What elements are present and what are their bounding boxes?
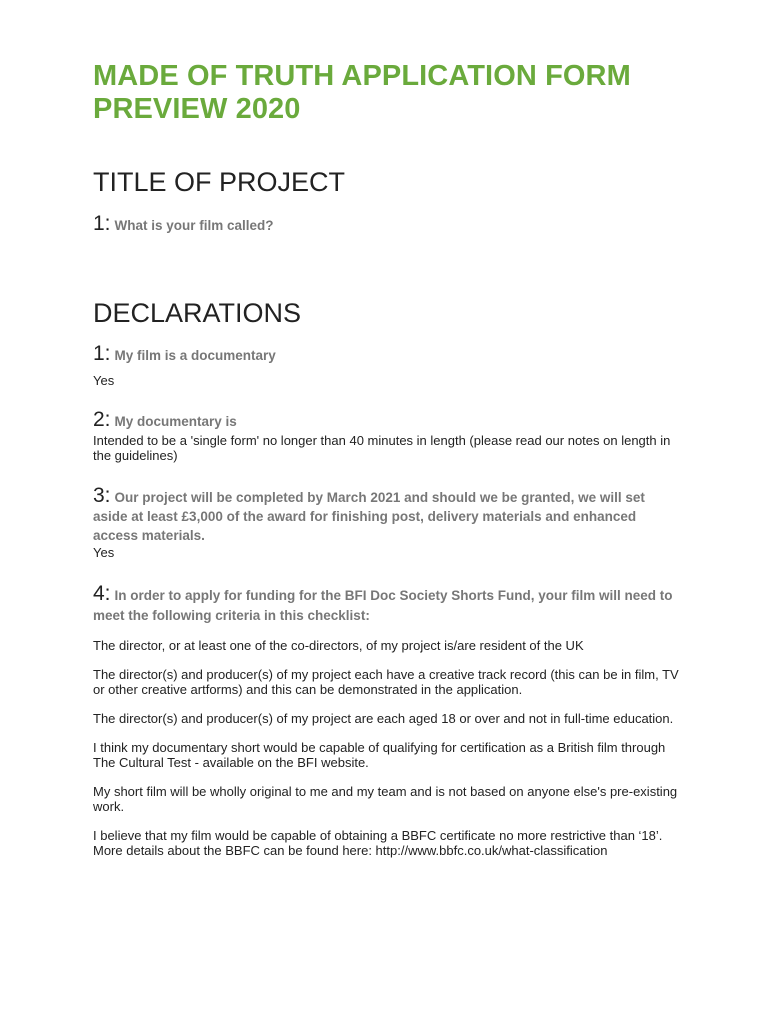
declaration-answer-1: Yes — [93, 373, 115, 388]
question-label: Our project will be completed by March 2021 and should we be granted, we will set aside at least £3,000 of the award for finishing post, delivery materials and enhanced access materials. — [93, 490, 645, 543]
declaration-answer-2: Intended to be a 'single form' no longer than 40 minutes in length (please read our notes on length in the guidelines) — [93, 433, 671, 463]
question-label: My film is a documentary — [114, 348, 276, 363]
criteria-item: The director, or at least one of the co-directors, of my project is/are resident of the UK — [93, 638, 584, 653]
declaration-question-1 — [93, 342, 680, 365]
declaration-question-4 — [93, 584, 680, 626]
declaration-question-3 — [93, 486, 680, 545]
declaration-question-2 — [93, 408, 680, 431]
section-heading-title-of-project: TITLE OF PROJECT — [93, 167, 346, 197]
document-title: MADE OF TRUTH APPLICATION FORM PREVIEW 2020 — [93, 60, 631, 125]
criteria-item: I believe that my film would be capable of obtaining a BBFC certificate no more restrictive than ‘18’. More details about the BBFC can be found here: http://www.bbfc.co.uk/what-classification — [93, 828, 663, 858]
question-label: My documentary is — [114, 414, 237, 429]
criteria-item: The director(s) and producer(s) of my project each have a creative track record (this can be in film, TV or other creative artforms) and this can be demonstrated in the application. — [93, 667, 679, 697]
criteria-item: The director(s) and producer(s) of my project are each aged 18 or over and not in full-time education. — [93, 711, 674, 726]
declaration-answer-3: Yes — [93, 545, 115, 560]
question-number: 2: — [93, 408, 111, 431]
question-number: 1: — [93, 212, 111, 235]
criteria-list — [93, 638, 680, 858]
section-heading-declarations: DECLARATIONS — [93, 298, 302, 328]
question-label: In order to apply for funding for the BFI Doc Society Shorts Fund, your film will need to meet the following criteria in this checklist: — [93, 588, 673, 623]
question-number: 1: — [93, 342, 111, 365]
question-number: 3: — [93, 484, 111, 507]
question-number: 4: — [93, 582, 111, 605]
question-film-title — [93, 212, 680, 235]
criteria-item: I think my documentary short would be capable of qualifying for certification as a British film through The Cultural Test - available on the BFI website. — [93, 740, 666, 770]
question-label: What is your film called? — [114, 218, 274, 233]
criteria-item: My short film will be wholly original to me and my team and is not based on anyone else's pre-existing work. — [93, 784, 678, 814]
